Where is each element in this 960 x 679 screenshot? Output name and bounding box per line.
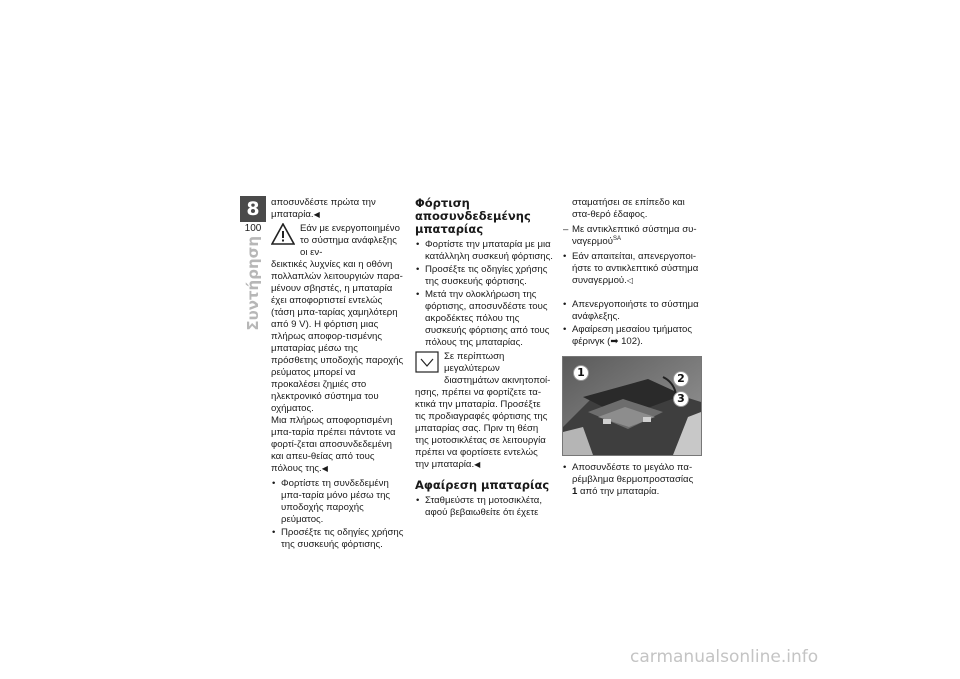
list-item: • Αποσυνδέστε το μεγάλο πα-ρέμβλημα θερμοπροστασίας 1 από την μπαταρία. (562, 462, 700, 498)
list-item: – Με αντικλεπτικό σύστημα συ-ναγερμού$^{SA}$ (562, 224, 700, 248)
bullet-list (562, 299, 700, 348)
end-mark-outline-icon: ◁ (626, 276, 633, 285)
list-item: • Φορτίστε τη συνδεδεμένη μπα-ταρία μόνο μέσω της υποδοχής παροχής ρεύματος. (271, 478, 405, 526)
arrow-right-icon: ➡ (610, 336, 619, 347)
note-text: Μια πλήρως αποφορτισμένη μπα-ταρία πρέπει πάντοτε να φορτί-ζεται αποσυνδεδεμένη και απευ-θείας από τους πόλους της.◀ (271, 415, 396, 474)
list-item: • Μετά την ολοκλήρωση της φόρτισης, αποσυνδέστε τους ακροδέκτες πόλου της συσκευής φόρτισης από τους πόλους της μπαταρίας. (415, 289, 553, 349)
chapter-number: 8 (240, 196, 266, 222)
tip-text-first: Σε περίπτωση μεγαλύτερων διαστημάτων ακινητοποί- (444, 351, 551, 386)
chapter-title-vertical (238, 236, 268, 356)
sa-superscript: SA (612, 235, 621, 242)
end-mark-icon: ◀ (321, 464, 328, 473)
battery-photo (562, 356, 702, 456)
column-1 (271, 197, 405, 552)
bullet-list (271, 478, 405, 551)
list-item: • Αφαίρεση μεσαίου τμήματος φέρινγκ (➡ 102). (562, 324, 700, 348)
chapter-title: Συντήρηση (244, 236, 262, 331)
list-item: • Εάν απαιτείται, απενεργοποι-ήστε το αντικλεπτικό σύστημα συναγερμού.◁ (562, 251, 700, 287)
bullet-list (562, 251, 700, 287)
list-item: • Φορτίστε την μπαταρία με μια κατάλληλη συσκευή φόρτισης. (415, 239, 553, 263)
bullet-list (562, 462, 700, 498)
list-item: • Προσέξτε τις οδηγίες χρήσης της συσκευής φόρτισης. (271, 527, 405, 551)
warning-text: δεικτικές λυχνίες και η οθόνη πολλαπλών λειτουργιών παρα-μένουν σβηστές, η μπαταρία έχει αποφορτιστεί εντελώς (τάση μπα-ταρίας χαμηλότερη από 9 V). Η φόρτιση μιας πλήρως αποφορ-τισμένης μπαταρίας μέσω της πρόσθετης υποδοχής παροχής ρεύματος μπορεί να προκαλέσει ζημιές στο ηλεκτρονικό σύστημα του οχήματος. (271, 259, 404, 414)
section-heading: Φόρτιση αποσυνδεδεμένης μπαταρίας (415, 196, 531, 236)
list-item: • Απενεργοποιήστε το σύστημα ανάφλεξης. (562, 299, 700, 323)
watermark: carmanualsonline.info (630, 647, 819, 667)
dash-list (562, 224, 700, 248)
bullet-list (415, 495, 553, 519)
warning-text-first: Εάν με ενεργοποιημένο το σύστημα ανάφλεξης οι εν- (300, 223, 400, 258)
page-number: 100 (244, 223, 262, 234)
chapter-marker (240, 196, 266, 234)
end-mark-icon: ◀ (474, 460, 481, 469)
callout-3: 3 (673, 391, 689, 407)
page-reference: 102 (621, 336, 638, 347)
callout-2: 2 (673, 371, 689, 387)
section-heading: Αφαίρεση μπαταρίας (415, 478, 550, 492)
bullet-list (415, 239, 553, 349)
callout-1: 1 (573, 365, 589, 381)
warning-block (271, 223, 405, 259)
end-mark-icon: ◀ (313, 210, 320, 219)
continuation-text: σταματήσει σε επίπεδο και στα-θερό έδαφος. (572, 197, 685, 220)
tip-text: ησης, πρέπει να φορτίζετε τα-κτικά την μπαταρία. Προσέξτε τις προδιαγραφές φόρτισης της μπαταρίας σας. Πριν τη θέση της μοτοσικλέτας σε λειτουργία πρέπει να φορτίσετε εντελώς την μπαταρία.◀ (415, 387, 548, 470)
list-item: • Προσέξτε τις οδηγίες χρήσης της συσκευής φόρτισης. (415, 264, 553, 288)
column-3 (562, 197, 700, 499)
intro-text: αποσυνδέστε πρώτα την μπαταρία.◀ (271, 197, 376, 220)
tip-block (415, 351, 553, 387)
warning-icon (271, 223, 295, 245)
list-item: • Σταθμεύστε τη μοτοσικλέτα, αφού βεβαιωθείτε ότι έχετε (415, 495, 553, 519)
tip-icon (415, 351, 439, 373)
column-2 (415, 197, 553, 520)
